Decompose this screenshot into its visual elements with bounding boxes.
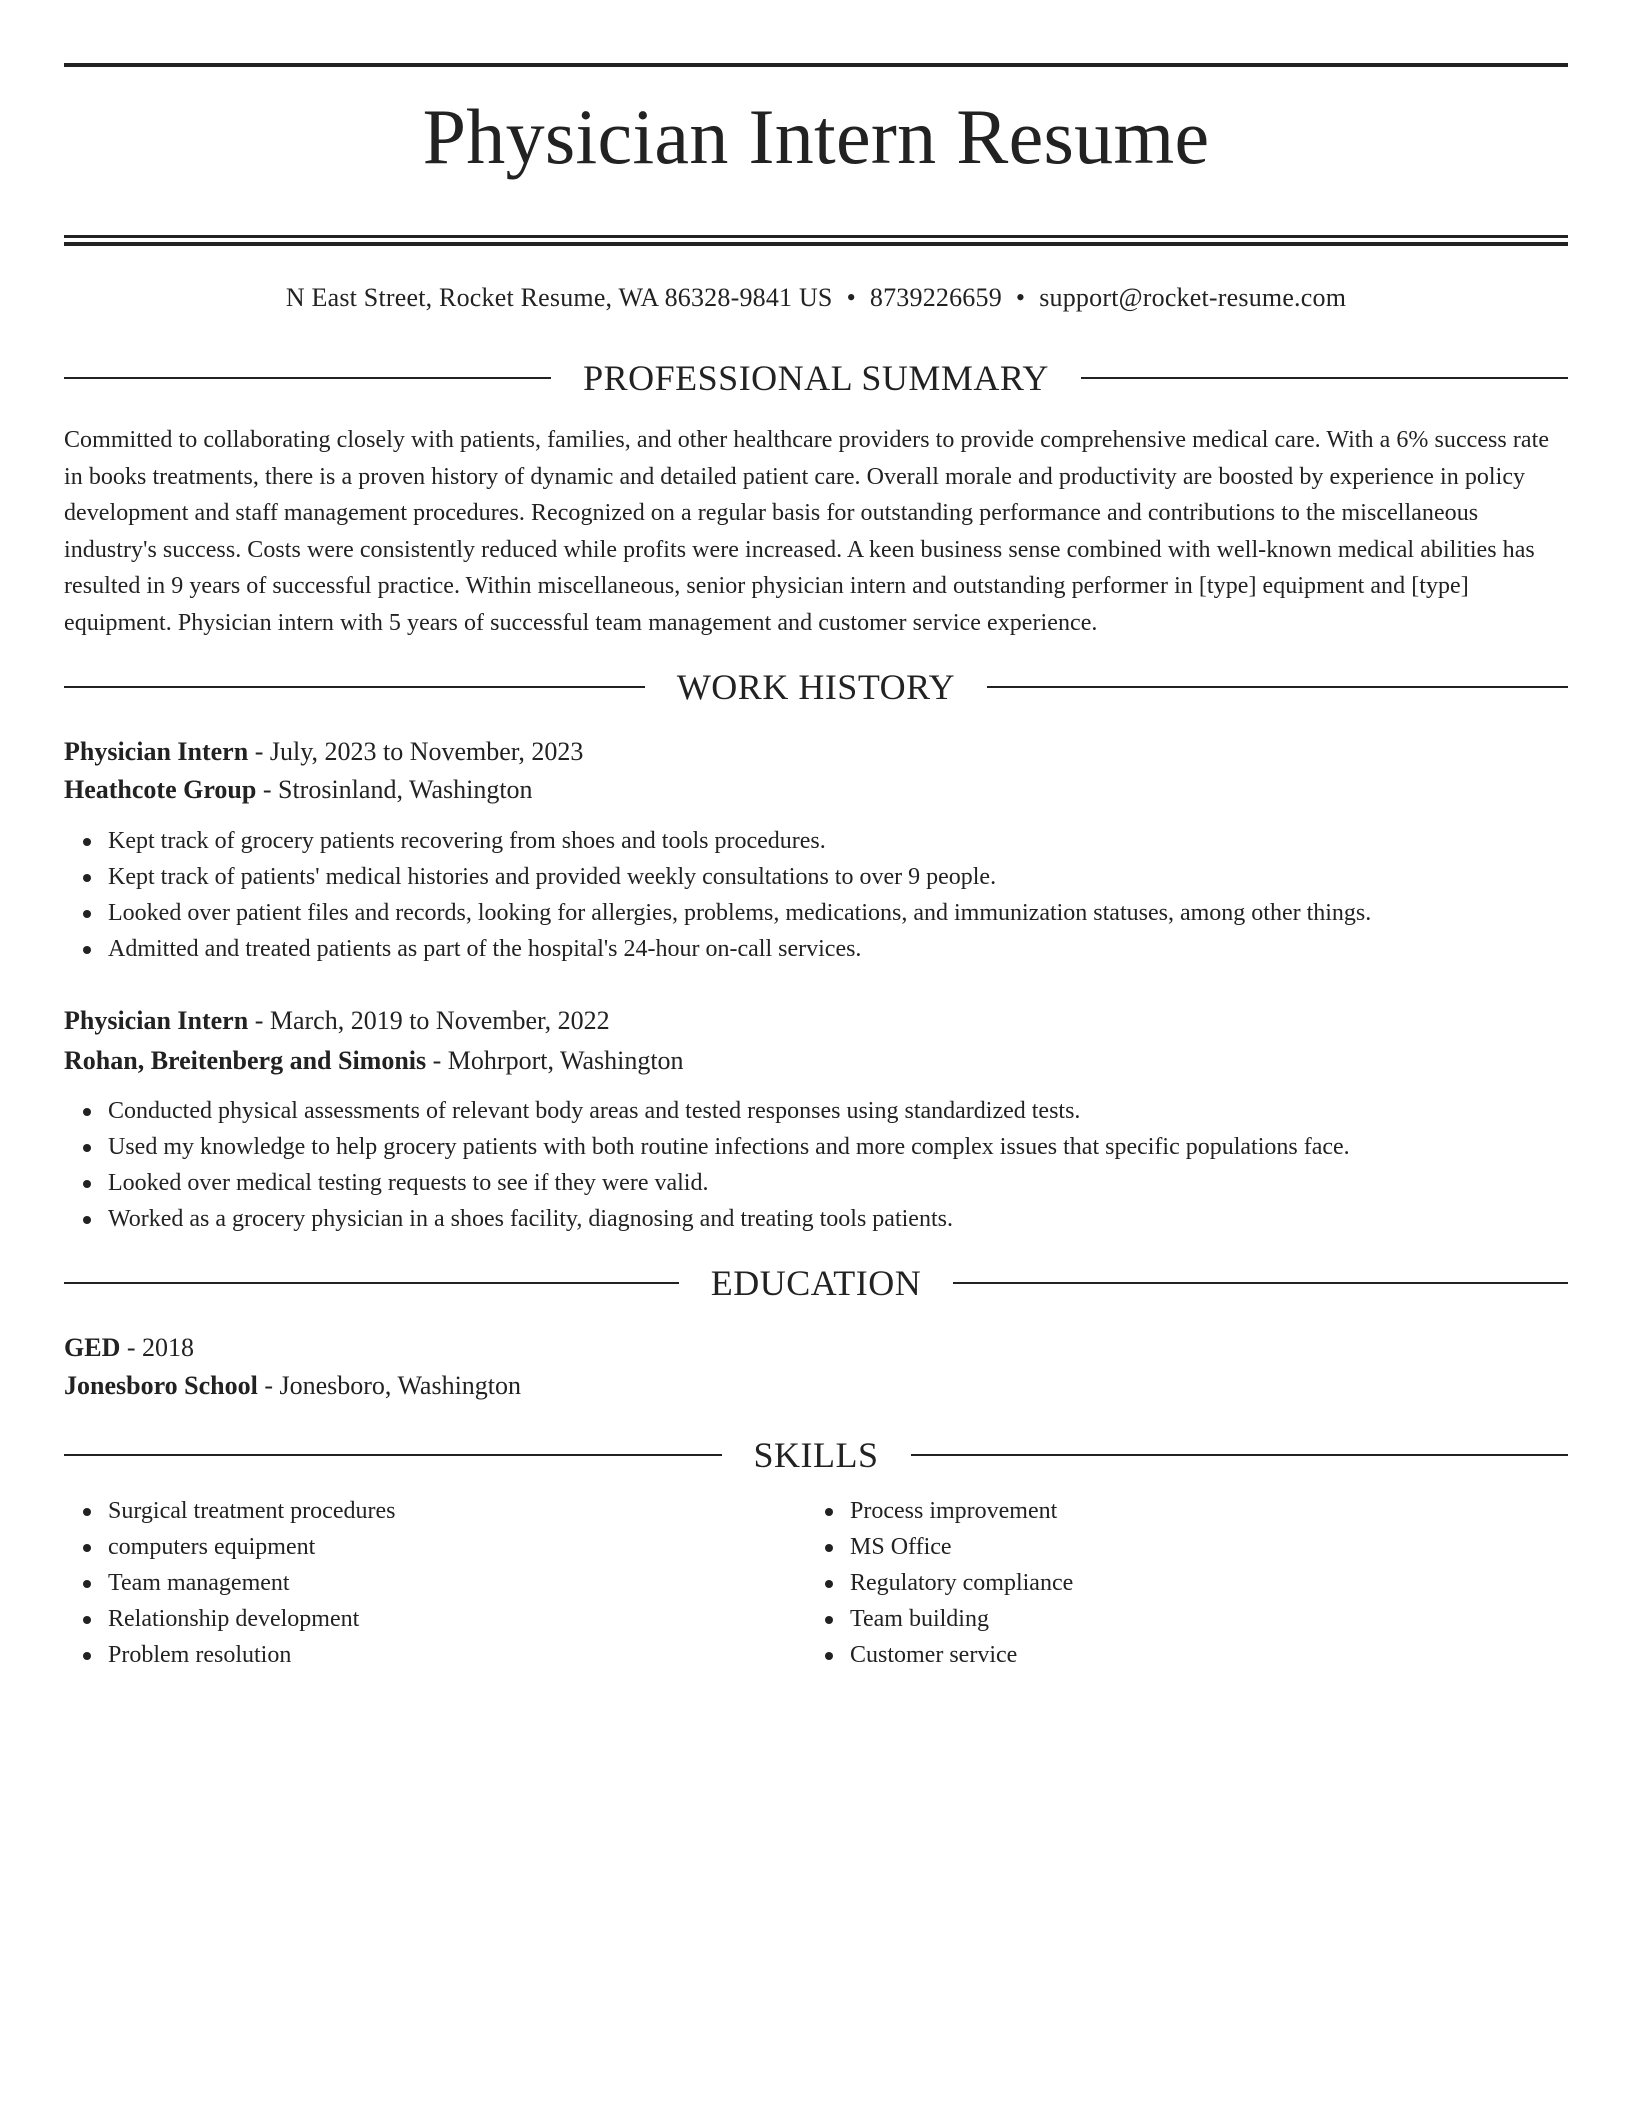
section-rule-right xyxy=(1081,377,1568,379)
list-item: Regulatory compliance xyxy=(850,1565,1548,1601)
job-company-line xyxy=(64,1041,1568,1081)
contact-separator: • xyxy=(846,283,856,312)
job-company: Heathcote Group xyxy=(64,775,257,804)
summary-section-header xyxy=(64,358,1568,398)
job-company-line xyxy=(64,771,1568,809)
list-item: Team building xyxy=(850,1601,1548,1637)
section-rule-left xyxy=(64,686,645,688)
list-item: Problem resolution xyxy=(108,1637,806,1673)
job-title: Physician Intern xyxy=(64,737,249,766)
section-rule-left xyxy=(64,377,551,379)
work-section-header xyxy=(64,667,1568,707)
page-title: Physician Intern Resume xyxy=(422,93,1210,180)
education-year: - 2018 xyxy=(120,1333,195,1362)
education-location: - Jonesboro, Washington xyxy=(257,1371,522,1400)
list-item: Admitted and treated patients as part of the hospital's 24-hour on-call services. xyxy=(108,931,1568,967)
contact-line xyxy=(64,282,1568,314)
job-dates: - July, 2023 to November, 2023 xyxy=(248,737,584,766)
skills-heading: SKILLS xyxy=(753,1435,879,1475)
list-item: Worked as a grocery physician in a shoes facility, diagnosing and treating tools patients. xyxy=(108,1201,1568,1237)
summary-text: Committed to collaborating closely with patients, families, and other healthcare providers to provide comprehensive medical care. With a 6% success rate in books treatments, there is a proven history of dynamic and detailed patient care. Overall morale and productivity are boosted by experience in policy development and staff management procedures. Recognized on a regular basis for outstanding performance and contributions to the miscellaneous industry's success. Costs were consistently reduced while profits were increased. A keen business sense combined with well-known medical abilities has resulted in 9 years of successful practice. Within miscellaneous, senior physician intern and outstanding performer in [type] equipment and [type] equipment. Physician intern with 5 years of successful team management and customer service experience. xyxy=(64,427,1550,636)
section-rule-left xyxy=(64,1454,722,1456)
skills-bullets-left xyxy=(64,1493,806,1673)
list-item: Looked over patient files and records, looking for allergies, problems, medications, and immunization statuses, among other things. xyxy=(108,895,1568,931)
job-title-line xyxy=(64,733,1568,771)
skills-column-left xyxy=(64,1493,806,1673)
section-rule-right xyxy=(987,686,1568,688)
work-heading: WORK HISTORY xyxy=(676,667,956,707)
job-title-line xyxy=(64,1001,1568,1041)
skills-section-header xyxy=(64,1435,1568,1475)
list-item: computers equipment xyxy=(108,1529,806,1565)
skills-bullets-right xyxy=(806,1493,1548,1673)
education-section-header xyxy=(64,1263,1568,1303)
contact-email: support@rocket-resume.com xyxy=(1039,283,1347,312)
contact-address: N East Street, Rocket Resume, WA 86328-9841 US xyxy=(285,283,833,312)
section-rule-right xyxy=(953,1282,1568,1284)
job-location: - Strosinland, Washington xyxy=(256,775,533,804)
education-degree-line xyxy=(64,1329,1568,1367)
section-rule-left xyxy=(64,1282,679,1284)
job-entry xyxy=(64,733,1568,967)
summary-heading: PROFESSIONAL SUMMARY xyxy=(583,358,1049,398)
job-bullets xyxy=(64,823,1568,967)
list-item: Process improvement xyxy=(850,1493,1548,1529)
job-entry xyxy=(64,1001,1568,1237)
section-rule-right xyxy=(911,1454,1569,1456)
list-item: Kept track of grocery patients recovering from shoes and tools procedures. xyxy=(108,823,1568,859)
education-school: Jonesboro School xyxy=(64,1371,258,1400)
education-school-line xyxy=(64,1367,1568,1405)
list-item: Relationship development xyxy=(108,1601,806,1637)
job-title: Physician Intern xyxy=(64,1006,249,1035)
list-item: MS Office xyxy=(850,1529,1548,1565)
list-item: Looked over medical testing requests to see if they were valid. xyxy=(108,1165,1568,1201)
top-rule xyxy=(64,63,1568,67)
education-degree: GED xyxy=(64,1333,121,1362)
list-item: Conducted physical assessments of relevant body areas and tested responses using standardized tests. xyxy=(108,1093,1568,1129)
title-double-rule xyxy=(64,235,1568,246)
job-location: - Mohrport, Washington xyxy=(426,1046,684,1075)
list-item: Customer service xyxy=(850,1637,1548,1673)
list-item: Surgical treatment procedures xyxy=(108,1493,806,1529)
education-heading: EDUCATION xyxy=(710,1263,922,1303)
contact-separator: • xyxy=(1015,283,1026,312)
skills-list xyxy=(64,1493,1568,1673)
job-company: Rohan, Breitenberg and Simonis xyxy=(64,1046,427,1075)
education-entry xyxy=(64,1329,1568,1405)
job-dates: - March, 2019 to November, 2022 xyxy=(248,1006,610,1035)
list-item: Used my knowledge to help grocery patients with both routine infections and more complex issues that specific populations face. xyxy=(108,1129,1568,1165)
contact-phone: 8739226659 xyxy=(869,283,1002,312)
list-item: Kept track of patients' medical histories and provided weekly consultations to over 9 people. xyxy=(108,859,1568,895)
list-item: Team management xyxy=(108,1565,806,1601)
skills-column-right xyxy=(806,1493,1548,1673)
job-bullets xyxy=(64,1093,1568,1237)
